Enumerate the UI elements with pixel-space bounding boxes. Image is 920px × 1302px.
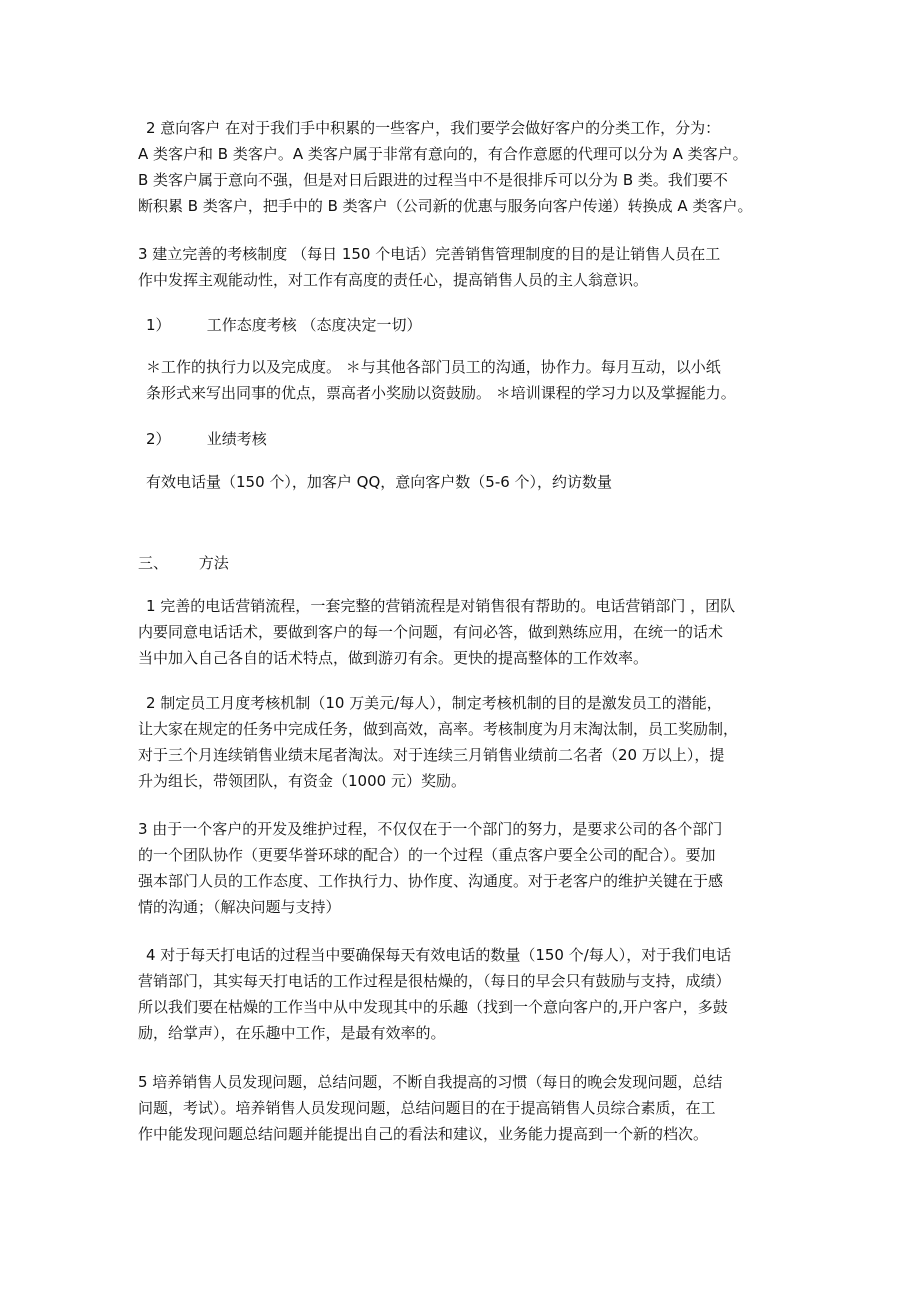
text-line: ＊工作的执行力以及完成度。 ＊与其他各部门员工的沟通，协作力。每月互动，以小纸 <box>146 358 721 376</box>
section-number: 三、 <box>138 554 169 572</box>
text-line: 内要同意电话话术，要做到客户的每一个问题，有问必答，做到熟练应用，在统一的话术 <box>138 623 724 641</box>
text-line: 对于三个月连续销售业绩末尾者淘汰。对于连续三月销售业绩前二名者（20 万以上），提 <box>138 746 725 764</box>
list-heading-text: 业绩考核 <box>206 430 267 448</box>
text-line: A 类客户和 B 类客户。A 类客户属于非常有意向的，有合作意愿的代理可以分为 A 类客户。 <box>138 145 748 163</box>
list-number: 2） <box>146 430 171 448</box>
paragraph-assessment-system <box>138 241 798 293</box>
list-number: 1） <box>146 316 171 334</box>
text-line: 励，给掌声），在乐趣中工作，是最有效率的。 <box>138 1024 446 1042</box>
text-line: 强本部门人员的工作态度、工作执行力、协作度、沟通度。对于老客户的维护关键在于感 <box>138 872 724 890</box>
text-line: 3 由于一个客户的开发及维护过程，不仅仅在于一个部门的努力，是要求公司的各个部门 <box>138 820 723 838</box>
text-line: 有效电话量（150 个），加客户 QQ，意向客户数（5-6 个），约访数量 <box>146 473 613 491</box>
text-line: 2 意向客户 在对于我们手中积累的一些客户，我们要学会做好客户的分类工作，分为： <box>146 119 721 137</box>
text-line: 让大家在规定的任务中完成任务，做到高效，高率。考核制度为月末淘汰制，员工奖励制， <box>138 720 739 738</box>
text-line: 条形式来写出同事的优点，票高者小奖励以资鼓励。 ＊培训课程的学习力以及掌握能力。 <box>146 384 736 402</box>
text-line: 问题，考试）。培养销售人员发现问题，总结问题目的在于提高销售人员综合素质，在工 <box>138 1099 716 1117</box>
text-line: 1 完善的电话营销流程，一套完整的营销流程是对销售很有帮助的。电话营销部门 ，团队 <box>146 597 736 615</box>
text-line: B 类客户属于意向不强，但是对日后跟进的过程当中不是很排斥可以分为 B 类。我们要不 <box>138 171 728 189</box>
paragraph-method-1 <box>138 593 798 671</box>
text-line: 情的沟通；（解决问题与支持） <box>138 898 341 916</box>
text-line: 作中发挥主观能动性，对工作有高度的责任心，提高销售人员的主人翁意识。 <box>138 271 649 289</box>
paragraph-method-3 <box>138 816 798 920</box>
text-line: 作中能发现问题总结问题并能提出自己的看法和建议，业务能力提高到一个新的档次。 <box>138 1125 709 1143</box>
text-line <box>138 550 798 576</box>
text-line: 升为组长，带领团队，有资金（1000 元）奖励。 <box>138 772 466 790</box>
text-line: 3 建立完善的考核制度 （每日 150 个电话）完善销售管理制度的目的是让销售人员在工 <box>138 245 721 263</box>
paragraph-method-2 <box>138 690 798 794</box>
text-line: 2 制定员工月度考核机制（10 万美元/每人），制定考核机制的目的是激发员工的潜能， <box>146 694 722 712</box>
paragraph-method-4 <box>138 942 798 1046</box>
paragraph-performance-metrics <box>138 469 798 495</box>
section-title: 方法 <box>198 554 229 572</box>
text-line: 当中加入自己各自的话术特点，做到游刃有余。更快的提高整体的工作效率。 <box>138 649 649 667</box>
text-line: 4 对于每天打电话的过程当中要确保每天有效电话的数量（150 个/每人），对于我们电话 <box>146 946 732 964</box>
text-line: 5 培养销售人员发现问题，总结问题，不断自我提高的习惯（每日的晚会发现问题，总结 <box>138 1073 723 1091</box>
heading-performance-assessment <box>138 426 798 452</box>
section-heading-methods <box>138 550 798 576</box>
paragraph-attitude-items <box>138 354 798 406</box>
list-heading-text: 工作态度考核 （态度决定一切） <box>206 316 422 334</box>
paragraph-method-5 <box>138 1069 798 1147</box>
text-line: 断积累 B 类客户，把手中的 B 类客户（公司新的优惠与服务向客户传递）转换成 A 类客户。 <box>138 197 753 215</box>
text-line: 的一个团队协作（更要华誉环球的配合）的一个过程（重点客户要全公司的配合）。要加 <box>138 846 716 864</box>
text-line <box>138 312 798 338</box>
text-line <box>138 426 798 452</box>
text-line: 营销部门，其实每天打电话的工作过程是很枯燥的，（每日的早会只有鼓励与支持，成绩） <box>138 972 731 990</box>
text-line: 所以我们要在枯燥的工作当中从中发现其中的乐趣（找到一个意向客户的,开户客户，多鼓 <box>138 998 728 1016</box>
heading-attitude-assessment <box>138 312 798 338</box>
paragraph-intent-customers <box>138 115 798 219</box>
